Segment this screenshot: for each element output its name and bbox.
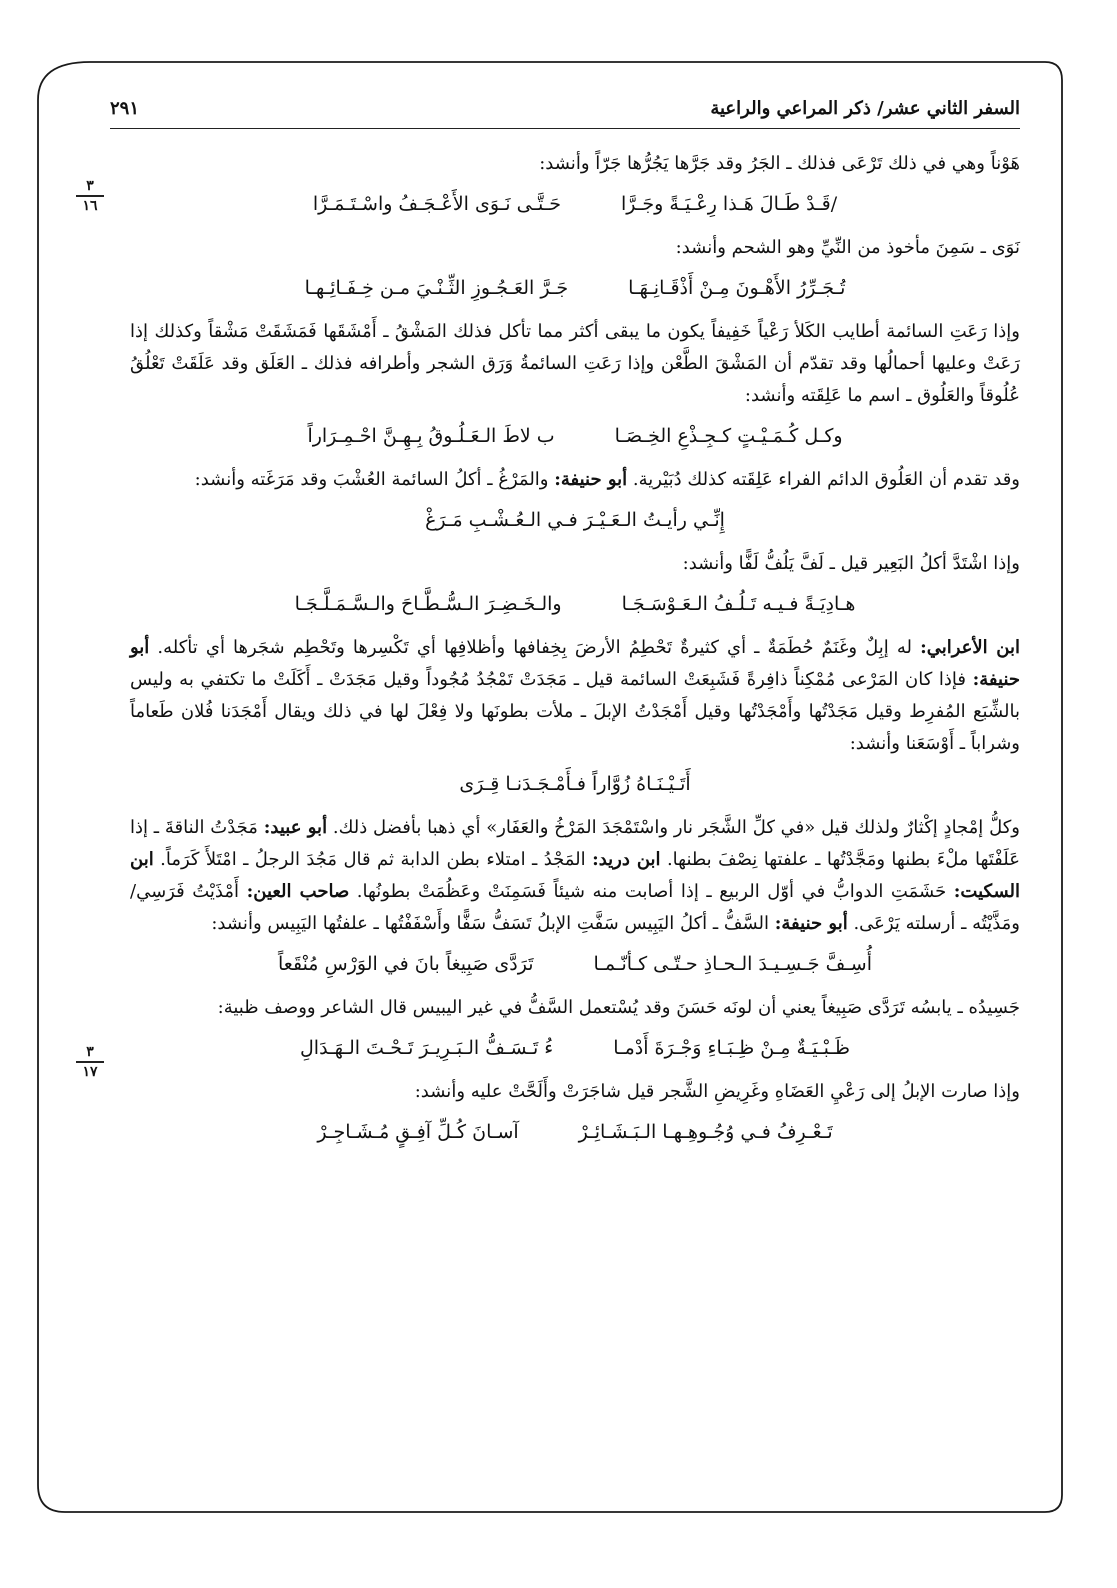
speaker-name: ابن السكيت: <box>130 849 1020 902</box>
verse-line <box>130 766 1020 802</box>
verse-line <box>130 1030 1020 1066</box>
margin-reference <box>70 1044 110 1080</box>
verse-hemistich: إِنِّـي رأيـتُ الـعَـيْـرَ فـي الـعُـشْـبِ مَـرَغْ <box>425 509 725 531</box>
verse-line <box>130 946 1020 982</box>
verse-line <box>130 418 1020 454</box>
speaker-name: أبو حنيفة: <box>774 913 848 934</box>
verse-hemistich: ب لاطَ الـعَـلُـوقُ بِـهِـنَّ احْـمِـرَاراً <box>307 425 555 447</box>
speaker-name: صاحب العين: <box>246 881 350 902</box>
verse-hemistich: حَـتَّـى نَـوَى الأَعْـجَـفُ واسْـتَـمَـرَّا <box>312 193 562 215</box>
prose-paragraph: وقد تقدم أن العَلُوق الدائم الفراء عَلِقَته كذلك دُبَيْرية. أبو حنيفة: والمَرْغُ ـ أكلُ السائمة العُشْبَ وقد مَرَغَته وأنشد: <box>194 469 1020 490</box>
speaker-name: أبو حنيفة: <box>554 469 628 490</box>
prose-paragraph: ابن الأعرابي: له إبِلٌ وغَنَمٌ حُطَمَةٌ ـ أي كثيرةٌ تَحْطِمُ الأرضَ بِخِفافها وأظلافِها أي تَكْسِرها وتَحْطِم شجَرها أي تأكله. أبو حنيفة: فإذا كان المَرْعى مُمْكِناً ذافِرةً فَشَبِعَتْ السائمة قيل ـ مَجَدَتْ تَمْجُدُ مُجُوداً وقيل مَجَدَتْ ـ أَكَلَتْ ما تكتفي به وليس بالشِّبَع المُفرِط وقيل مَجَدْتُها وأَمْجَدْتُها وقيل أَمْجَدْتُ الإبلَ ـ ملأت بطونَها ولا فِعْلَ لها في ذلك ويقال أَمْجَدَنا فُلان طَعاماً وشراباً ـ أَوْسَعَنا وأنشد: <box>130 637 1021 754</box>
verse-hemistich: آسـانَ كُـلِّ آفِـقٍ مُـشَـاجِـرْ <box>317 1121 519 1143</box>
running-header <box>110 88 1020 129</box>
prose-paragraph: وإذا اشْتَدَّ أكلُ البَعِير قيل ـ لَفَّ يَلُفُّ لَفًّا وأنشد: <box>682 553 1020 574</box>
verse-line <box>130 1114 1020 1150</box>
margin-ref-page: ١٦ <box>82 197 98 214</box>
speaker-name: ابن الأعرابي: <box>920 637 1021 658</box>
page-number: ٢٩١ <box>110 97 140 119</box>
verse-line <box>130 186 1020 222</box>
prose-paragraph: جَسِيدُه ـ يابسُه تَرَدَّى صَبِيغاً يعني أن لونَه حَسَنَ وقد يُسْتعمل السَّفُّ في غير اليبيس قال الشاعر ووصف ظبية: <box>217 997 1020 1018</box>
margin-ref-volume: ٣ <box>86 178 94 194</box>
verse-hemistich: تَرَدَّى صَبِيغاً بانَ في الوَرْسِ مُنْقَعاً <box>278 953 534 975</box>
verse-hemistich: وكـل كُـمَـيْـتٍ كـجِـذْعِ الخِـصَـا <box>614 425 843 447</box>
prose-paragraph: نَوَى ـ سَمِنَ مأخوذ من النِّيِّ وهو الشحم وأنشد: <box>675 237 1020 258</box>
speaker-name: أبو حنيفة: <box>130 637 1020 690</box>
margin-reference <box>70 178 110 214</box>
verse-hemistich: تَـعْـرِفُ فـي وُجُـوهِـهـا الـبَـشَـائِـرْ <box>578 1121 833 1143</box>
verse-line <box>130 270 1020 306</box>
margin-ref-volume: ٣ <box>86 1044 94 1060</box>
verse-hemistich: جَـرَّ العَـجُـوزِ الثِّـنْـيَ مـن خِـفَـائِـهـا <box>304 277 569 299</box>
running-title: السفر الثاني عشر/ ذكر المراعي والراعية <box>710 97 1020 119</box>
margin-ref-page: ١٧ <box>82 1063 98 1080</box>
verse-hemistich: أُسِـفَّ جَـسِـيـدَ الـحـاذِ حـتّـى كـأنّـمـا <box>593 953 872 975</box>
prose-paragraph: وإذا رَعَتِ السائمة أطايب الكَلأ رَعْياً خَفِيفاً يكون ما يبقى أكثر مما تأكل فذلك المَشْقُ ـ أَمْشَقَها فَمَشَقَتْ مَشْقاً وكذلك إذا رَعَتْ وعليها أحمالُها وقد تقدّم أن المَشْقَ الطَّعْن وإذا رَعَتِ السائمةُ وَرَق الشجر وأطرافه فذلك ـ العَلَق وقد عَلَقَتْ تَعْلُقُ عُلُوقاً والعَلُوق ـ اسم ما عَلِقَته وأنشد: <box>130 321 1020 406</box>
prose-paragraph: وكلُّ إمْجادٍ إكْثارٌ ولذلك قيل «في كلِّ الشَّجَر نار واسْتَمْجَدَ المَرْخُ والعَفَار» أي ذهبا بأفضل ذلك. أبو عبيد: مَجَدْتُ الناقةَ ـ إذا عَلَفْتَها ملْءَ بطنها ومَجَّدْتُها ـ علفتها نِصْفَ بطنها. ابن دريد: المَجْدُ ـ امتلاء بطن الدابة ثم قال مَجُدَ الرجلُ ـ امْتَلأَ كَرَماً. ابن السكيت: حَشَمَتِ الدوابُّ في أوّل الربيع ـ إذا أصابت منه شيئاً فَسَمِنَتْ وعَظُمَتْ بطونُها. صاحب العين: أَمْذَيْتُ فَرَسِي/ ومَذَّيْتُه ـ أرسلته يَرْعَى. أبو حنيفة: السَّفُّ ـ أكلُ اليَبِيس سَفَّتِ الإبلُ تَسَفُّ سَفًّا وأَسْفَفْتُها ـ علفتُها اليَبِيس وأنشد: <box>130 817 1020 934</box>
prose-paragraph: هَوْناً وهي في ذلك تَرْعَى فذلك ـ الجَرُ وقد جَرَّها يَجُرُّها جَرّاً وأنشد: <box>539 153 1020 174</box>
verse-hemistich: والـخَـضِـرَ الـسُّـطَّـاحَ والـسَّـمَـلَّـجَـا <box>294 593 562 615</box>
speaker-name: أبو عبيد: <box>263 817 328 838</box>
verse-hemistich: ظَـبْـيَـةٌ مِـنْ ظِـبَـاءِ وَجْـرَةَ أَدْمـا <box>613 1037 850 1059</box>
fraction-bar <box>76 1061 104 1063</box>
speaker-name: ابن دريد: <box>592 849 661 870</box>
page-body <box>130 148 1020 1160</box>
fraction-bar <box>76 195 104 197</box>
verse-hemistich: تُـجَـرِّرُ الأَهْـونَ مِـنْ أَذْقَـانِـهَـا <box>628 277 846 299</box>
verse-hemistich: /قَـدْ طَـالَ هَـذا رِعْـيَـةً وجَـرَّا <box>621 193 838 215</box>
verse-hemistich: هـادِيَـةً فـيـه تَـلُـفُ الـعَـوْسَـجَـا <box>621 593 856 615</box>
verse-hemistich: أَتَـيْـنَـاهُ زُوَّاراً فـأَمْـجَـدَنـا قِـرَى <box>459 773 691 795</box>
verse-line <box>130 586 1020 622</box>
verse-line <box>130 502 1020 538</box>
prose-paragraph: وإذا صارت الإبلُ إلى رَعْيِ العَضَاهِ وغَرِيضِ الشَّجر قيل شاجَرَتْ وأَلَحَّتْ عليه وأنشد: <box>414 1081 1020 1102</box>
verse-hemistich: ءُ تَـسَـفُّ الـبَـرِيـرَ تَـحْـتَ الـهَـدَالِ <box>300 1037 554 1059</box>
